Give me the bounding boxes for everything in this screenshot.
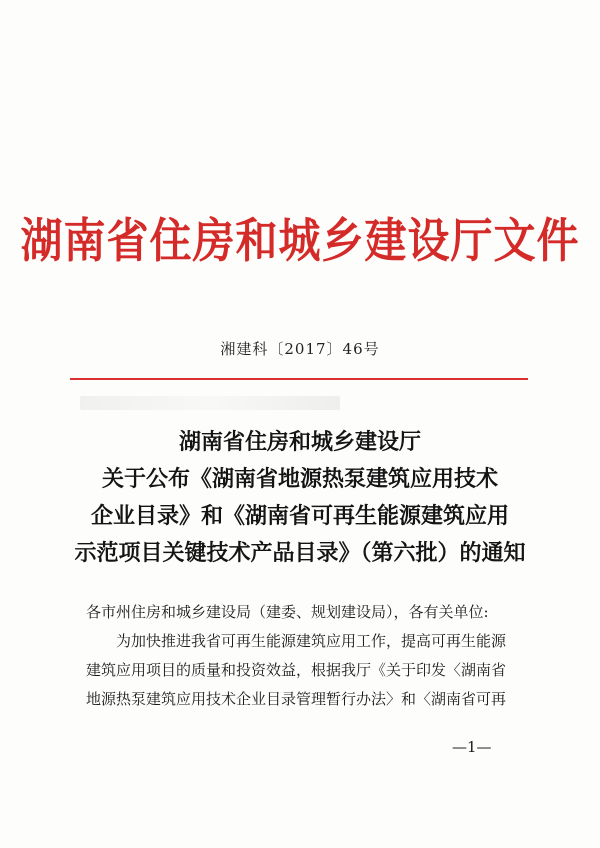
notice-title-line: 企业目录》和《湖南省可再生能源建筑应用 — [90, 503, 509, 529]
paragraph-line: 为加快推进我省可再生能源建筑应用工作，提高可再生能源 — [116, 632, 507, 650]
body-text — [86, 598, 526, 714]
addressee-line: 各市州住房和城乡建设局（建委、规划建设局），各有关单位: — [86, 603, 489, 621]
notice-title-line: 关于公布《湖南省地源热泵建筑应用技术 — [101, 466, 498, 492]
faint-bleed-through-mark — [80, 396, 340, 410]
notice-title — [60, 424, 540, 572]
agency-header-title: 湖南省住房和城乡建设厅文件 — [20, 213, 580, 269]
document-number: 湘建科〔2017〕46号 — [220, 340, 380, 358]
notice-title-line: 湖南省住房和城乡建设厅 — [178, 429, 421, 455]
page-number: —1— — [452, 738, 492, 756]
red-divider-line — [70, 378, 528, 380]
paragraph-line: 地源热泵建筑应用技术企业目录管理暂行办法〉和〈湖南省可再 — [86, 690, 507, 708]
notice-title-line: 示范项目关键技术产品目录》（第六批）的通知 — [74, 540, 526, 566]
paragraph-line: 建筑应用项目的质量和投资效益，根据我厅《关于印发〈湖南省 — [86, 661, 507, 679]
